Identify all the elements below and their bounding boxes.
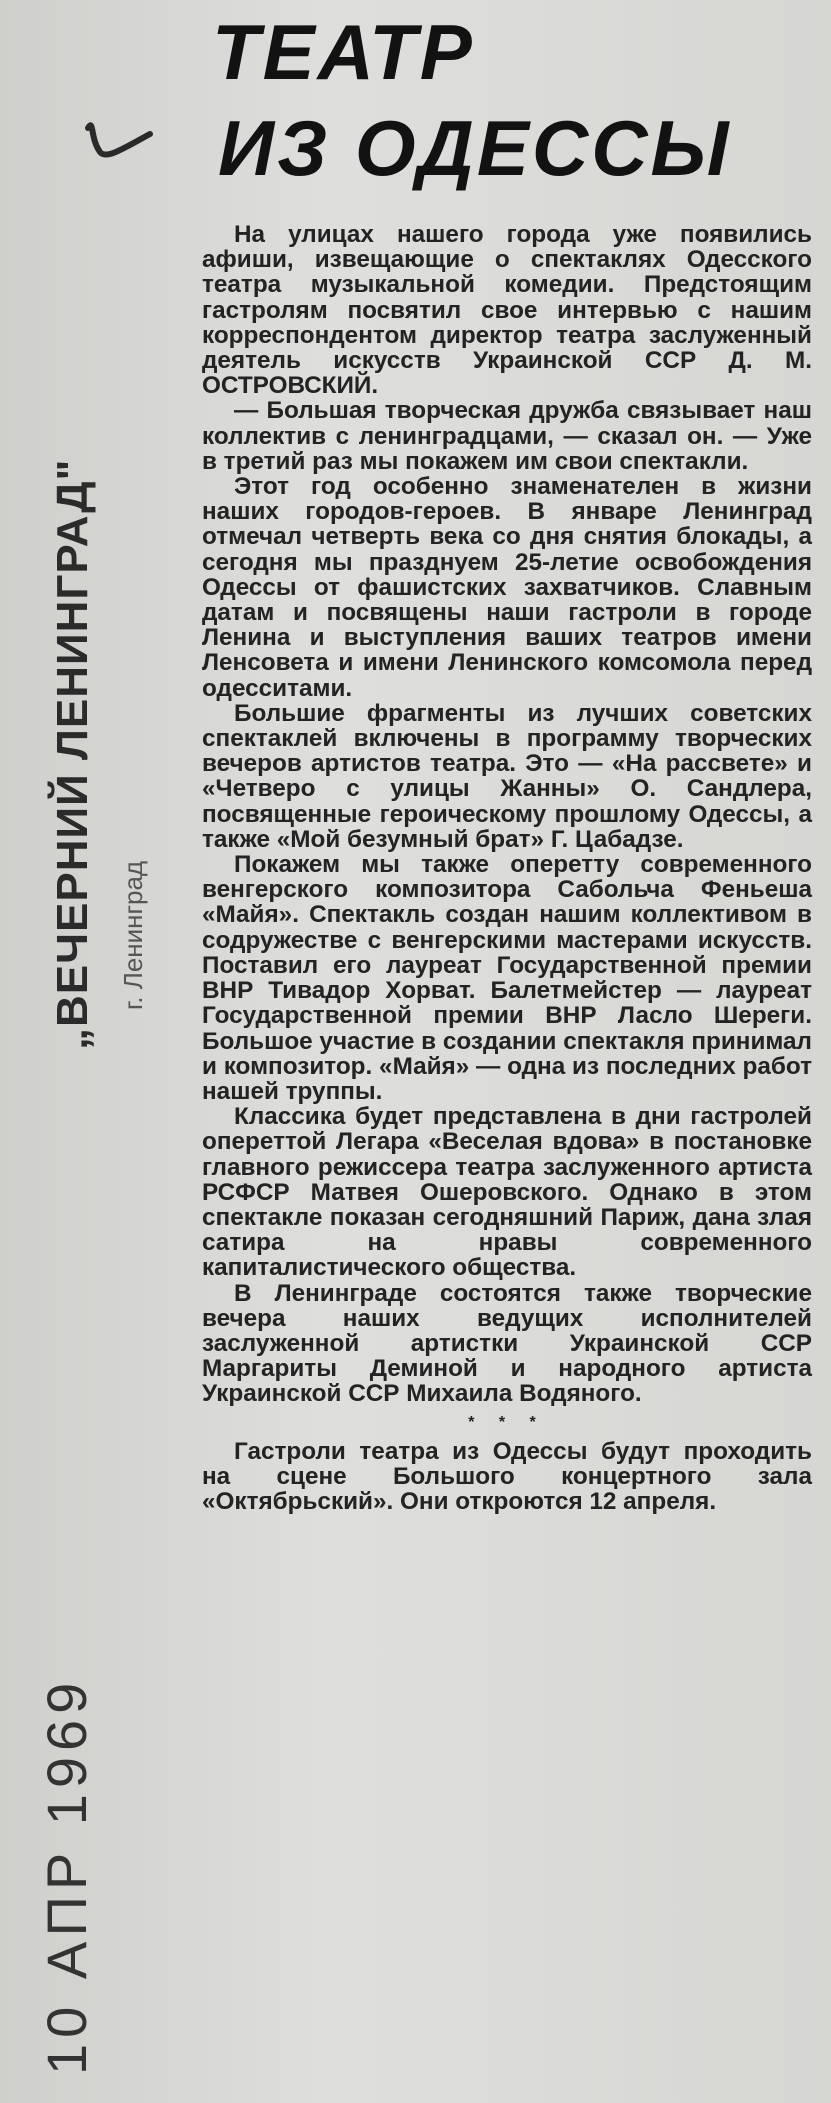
stamp-newspaper-name: „ВЕЧЕРНИЙ ЛЕНИНГРАД" (48, 458, 97, 1050)
author-name: Д. М. ОСТРОВСКИЙ. (202, 347, 812, 400)
intro-text: На улицах нашего города уже появились афиши, извещающие о спектаклях Одесского театра музыкальной комедии. Предстоящим гастролям посвятил свое интервью с нашим корреспондентом директор театра заслуженный деятель искусств Украинской ССР (202, 221, 812, 375)
stamp-date: 10 АПР 1969 (35, 1676, 98, 2075)
section-separator: * * * (468, 1413, 546, 1431)
stamp-city: г. Ленинград (118, 860, 148, 1010)
headline (212, 4, 802, 196)
article-paragraph-2: — Большая творческая дружба связывает наш коллектив с ленинградцами, — сказал он. — Уже в третий раз мы покажем им свои спектакли. (202, 397, 812, 475)
article-paragraph-1 (202, 222, 812, 398)
article-body (202, 222, 812, 1514)
article-paragraph-5: Покажем мы также оперетту современного венгерского композитора Сабольча Феньеша «Майя». Спектакль создан нашим коллективом в содружестве с венгерскими мастерами искусств. Поставил его лауреат Государственной премии ВНР Тивадор Хорват. Балетмейстер — лауреат Государственной премии ВНР Ласло Шереги. Большое участие в создании спектакля принимал и композитор. «Майя» — одна из последних работ нашей труппы. (202, 851, 812, 1105)
article-paragraph-8: Гастроли театра из Одессы будут проходить на сцене Большого концертного зала «Октябрьский». Они откроются 12 апреля. (202, 1437, 812, 1515)
article-paragraph-6: Классика будет представлена в дни гастролей опереттой Легара «Веселая вдова» в постановке главного режиссера театра заслуженного артиста РСФСР Матвея Ошеровского. Однако в этом спектакле показан сегодняшний Париж, дана злая сатира на нравы современного капиталистического общества. (202, 1103, 812, 1282)
pencil-checkmark-icon (84, 108, 154, 168)
article-paragraph-3: Этот год особенно знаменателен в жизни наших городов-героев. В январе Ленинград отмечал четверть века со дня снятия блокады, а сегодня мы празднуем 25-летие освобождения Одессы от фашистских захватчиков. Славным датам и посвящены наши гастроли в городе Ленина и выступления ваших театров имени Ленсовета и имени Ленинского комсомола перед одесситами. (202, 473, 812, 702)
headline-line-2: ИЗ ОДЕССЫ (218, 104, 732, 192)
article-paragraph-4: Большие фрагменты из лучших советских спектаклей включены в программу творческих вечеров артистов театра. Это — «На рассвете» и «Четверо с улицы Жанны» О. Сандлера, посвященные героическому прошлому Одессы, а также «Мой безумный брат» Г. Цабадзе. (202, 699, 812, 853)
article-paragraph-7: В Ленинграде состоятся также творческие вечера наших ведущих исполнителей заслуженной артистки Украинской ССР Маргариты Деминой и народного артиста Украинской ССР Михаила Водяного. (202, 1279, 812, 1408)
headline-line-1: ТЕАТР (212, 8, 475, 96)
